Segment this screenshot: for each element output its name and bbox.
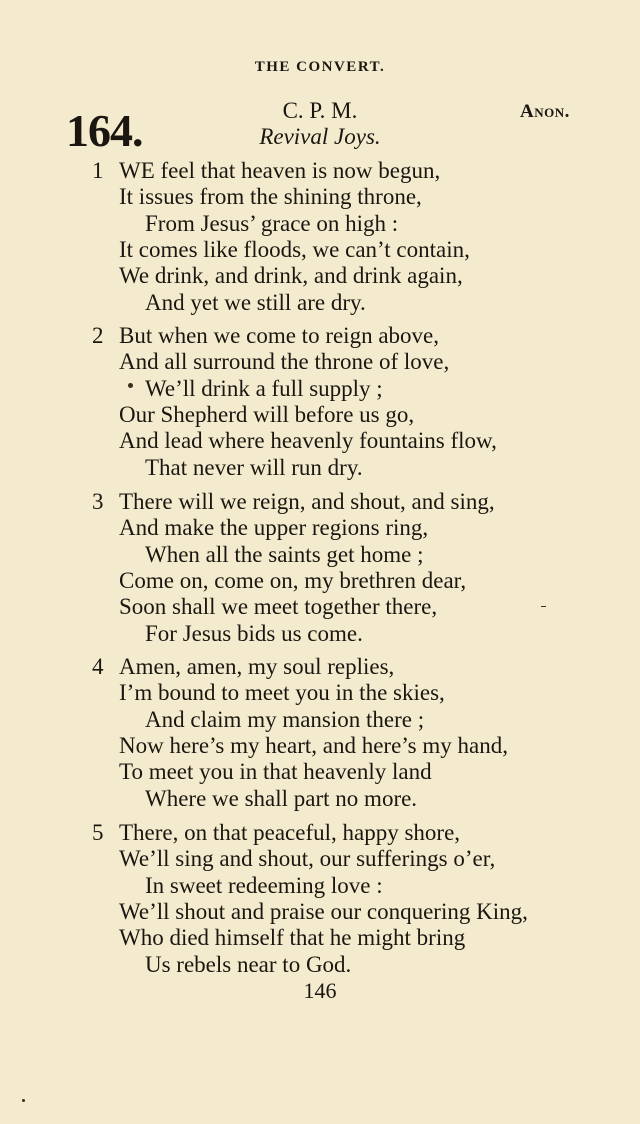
verse-line: We drink, and drink, and drink again, [119, 263, 463, 289]
verse-line: Who died himself that he might bring [119, 925, 466, 951]
stanza-number: 3 [92, 489, 104, 514]
verse-line: For Jesus bids us come. [145, 620, 363, 646]
ink-speck [128, 383, 133, 388]
verse-line: We’ll drink a full supply ; [145, 375, 383, 401]
verse-line: And all surround the throne of love, [119, 349, 450, 375]
running-head: THE CONVERT. [254, 59, 386, 75]
verse-line: It issues from the shining throne, [119, 184, 422, 210]
ink-speck [22, 1099, 25, 1102]
verse-line: We’ll shout and praise our conquering King, [119, 898, 528, 924]
verse-line: There, on that peaceful, happy shore, [119, 820, 461, 845]
verse-line: Us rebels near to God. [145, 951, 352, 977]
verse-line: To meet you in that heavenly land [119, 759, 432, 785]
hymn-meter: C. P. M. [282, 98, 358, 123]
verse-line: And yet we still are dry. [145, 289, 366, 315]
stanza-number: 2 [92, 323, 104, 348]
verse-line: And claim my mansion there ; [145, 706, 425, 732]
verse-line: Now here’s my heart, and here’s my hand, [119, 732, 508, 758]
hymn-subtitle: Revival Joys. [259, 124, 381, 149]
stanza-number: 1 [92, 158, 104, 183]
stanza-number: 5 [92, 820, 104, 845]
verse-line: I’m bound to meet you in the skies, [119, 680, 445, 706]
verse-line: We’ll sing and shout, our sufferings o’er, [119, 846, 496, 872]
verse-line: Amen, amen, my soul replies, [119, 654, 395, 679]
verse-line: From Jesus’ grace on high : [145, 210, 399, 236]
verse-line: WE feel that heaven is now begun, [119, 158, 441, 183]
verse-line: And make the upper regions ring, [119, 515, 429, 541]
verse-line: When all the saints get home ; [145, 541, 424, 567]
hymn-number: 164. [66, 105, 143, 156]
hymn-author: Anon. [520, 101, 570, 122]
verse-line: Soon shall we meet together there, [119, 594, 438, 620]
verse-line: Come on, come on, my brethren dear, [119, 567, 467, 593]
verse-line: There will we reign, and shout, and sing, [119, 489, 495, 514]
verse-line: But when we come to reign above, [119, 323, 439, 348]
verse-line: Our Shepherd will before us go, [119, 401, 415, 427]
ink-speck [541, 606, 546, 607]
stanza-number: 4 [92, 654, 104, 679]
verse-line: And lead where heavenly fountains flow, [119, 428, 497, 454]
verse-line: Where we shall part no more. [145, 785, 418, 811]
verse-line: It comes like floods, we can’t contain, [119, 236, 470, 262]
verse-line: In sweet redeeming love : [145, 872, 383, 898]
page-number: 146 [303, 978, 337, 1003]
verse-line: That never will run dry. [145, 454, 363, 480]
